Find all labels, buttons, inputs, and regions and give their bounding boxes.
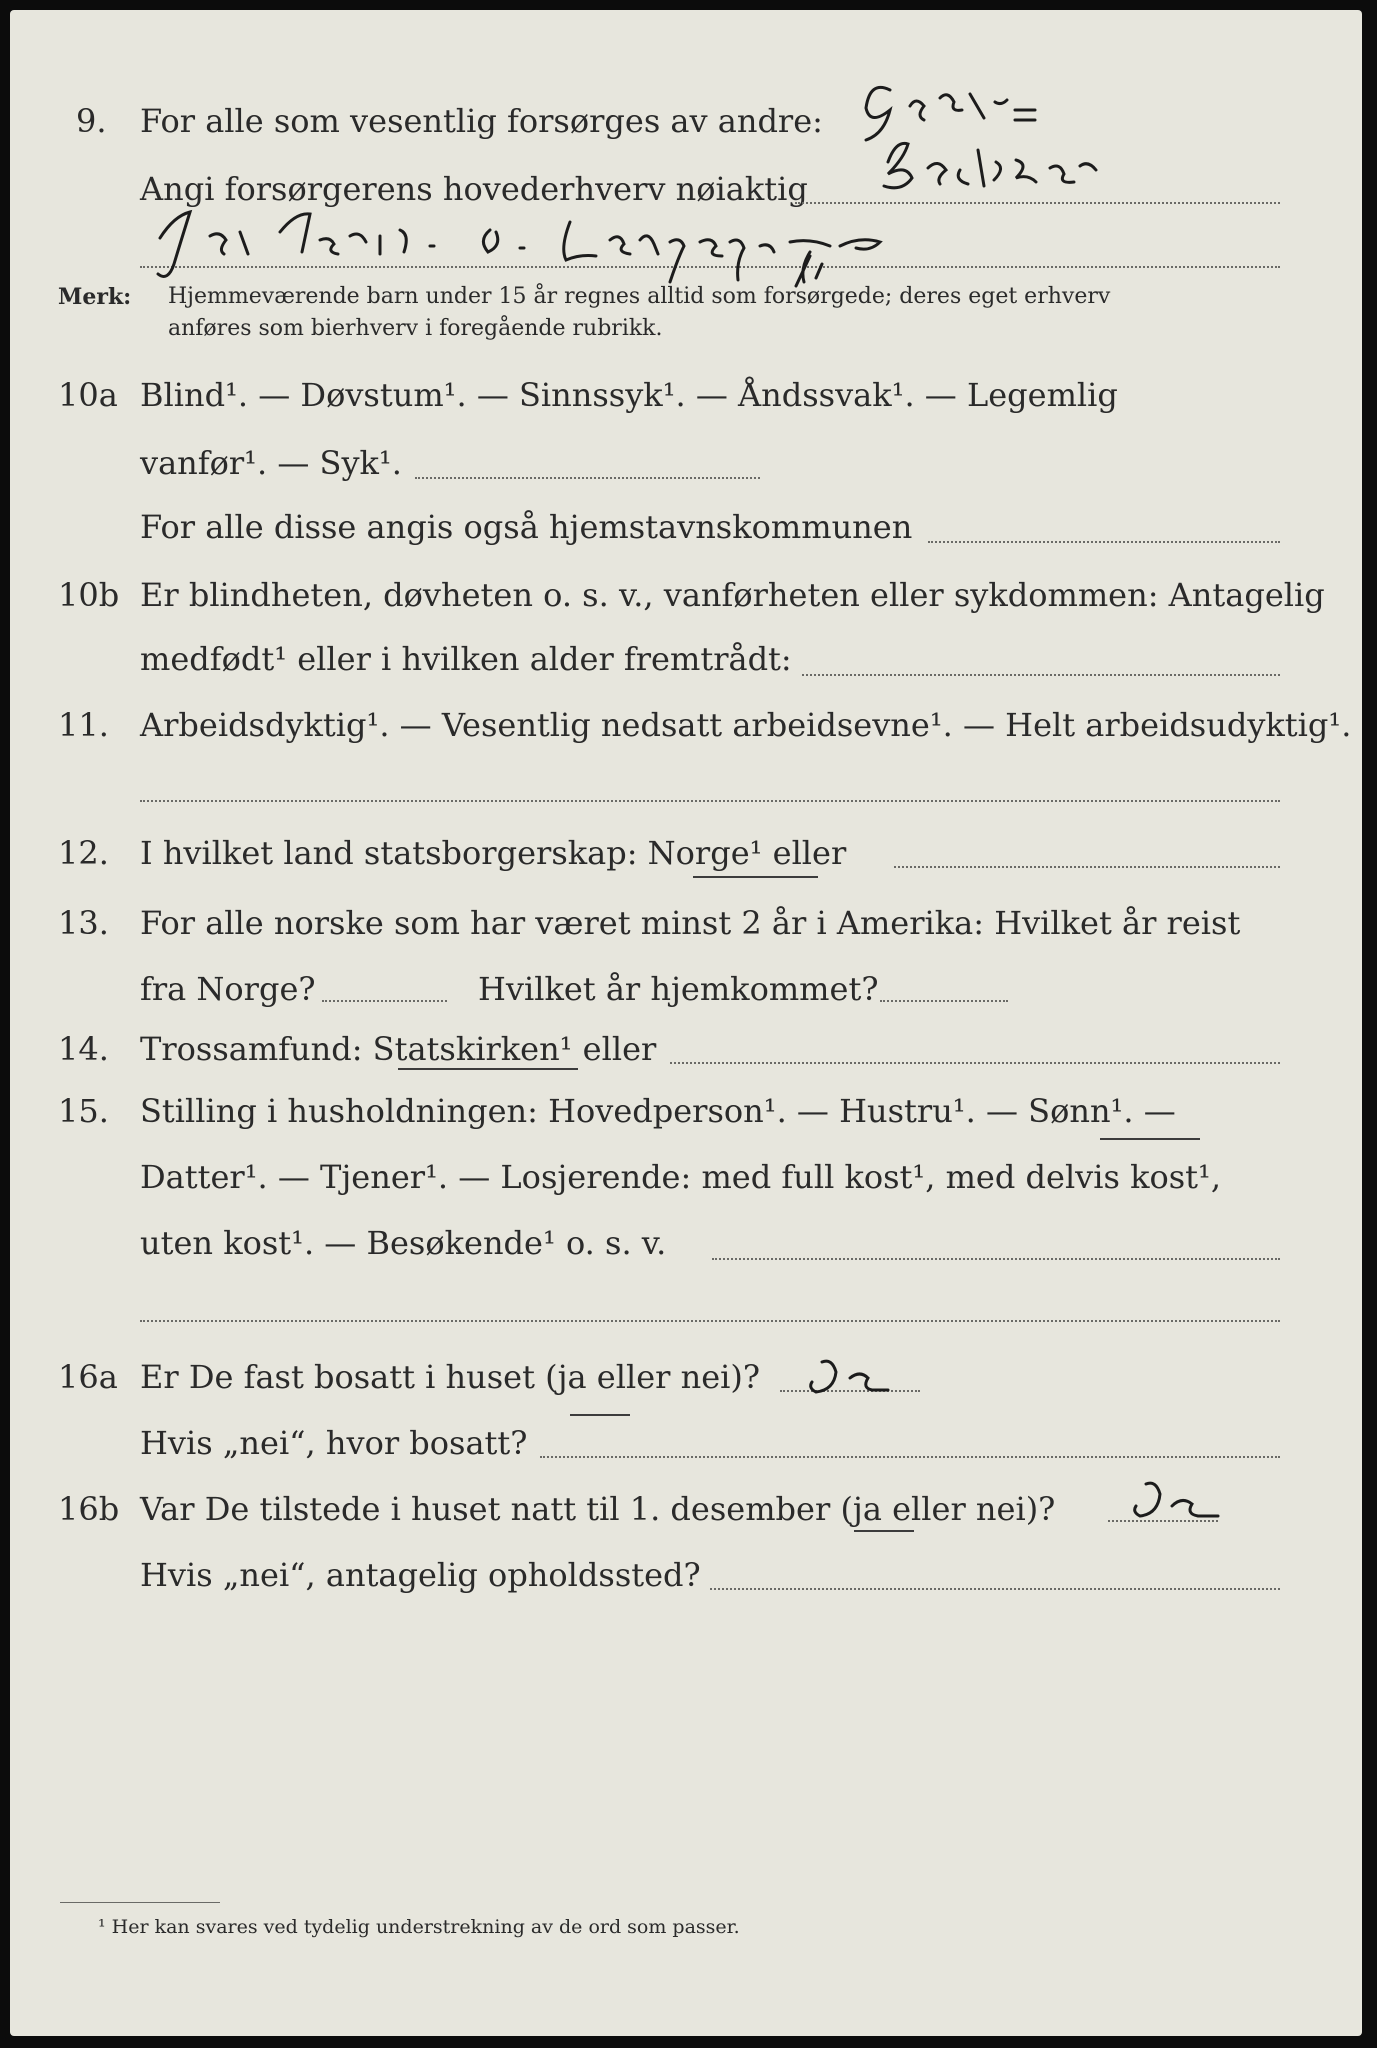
question-10a-line-2: vanfør¹. — Syk¹.	[140, 444, 402, 482]
question-15-line-3: uten kost¹. — Besøkende¹ o. s. v.	[140, 1224, 667, 1262]
answer-line	[1108, 1520, 1218, 1522]
dash-mark	[570, 1414, 630, 1416]
question-12-line-1: I hvilket land statsborgerskap: Norge¹ eller	[140, 834, 847, 872]
question-16b-line-2: Hvis „nei“, antagelig opholdssted?	[140, 1556, 701, 1594]
answer-line	[802, 674, 1280, 676]
answer-line	[140, 800, 1280, 802]
handwriting-strokes	[10, 10, 1362, 2036]
question-number: 12.	[58, 834, 109, 872]
underline-statskirken	[398, 1068, 578, 1070]
question-number: 14.	[58, 1030, 109, 1068]
underline-sonn	[1100, 1138, 1200, 1140]
question-13-line-2: fra Norge?	[140, 970, 316, 1008]
census-form-page	[10, 10, 1362, 2036]
question-15-line-1: Stilling i husholdningen: Hovedperson¹. — Hustru¹. — Sønn¹. —	[140, 1092, 1176, 1130]
answer-line	[780, 1390, 920, 1392]
question-number: 11.	[58, 706, 109, 744]
question-number: 16b	[58, 1490, 120, 1528]
question-16b-line-1: Var De tilstede i huset natt til 1. desember (ja eller nei)?	[140, 1490, 1056, 1528]
question-number: 10a	[58, 376, 118, 414]
underline-ja	[854, 1530, 914, 1532]
answer-line	[894, 866, 1280, 868]
question-number: 9.	[76, 102, 107, 140]
question-13-line-3: Hvilket år hjemkommet?	[478, 970, 879, 1008]
question-9-line-2: Angi forsørgerens hovederhverv nøiaktig	[140, 170, 808, 208]
answer-line	[795, 202, 1280, 204]
merk-note-line-2: anføres som bierhverv i foregående rubrikk.	[168, 316, 663, 341]
footnote-rule	[60, 1902, 220, 1903]
question-14-line-1: Trossamfund: Statskirken¹ eller	[140, 1030, 657, 1068]
merk-note-line-1: Hjemmeværende barn under 15 år regnes alltid som forsørgede; deres eget erhverv	[168, 284, 1111, 309]
answer-line	[710, 1588, 1280, 1590]
question-10b-line-1: Er blindheten, døvheten o. s. v., vanførheten eller sykdommen: Antagelig	[140, 576, 1325, 614]
question-number: 16a	[58, 1358, 118, 1396]
answer-line	[322, 1000, 447, 1002]
underline-norge	[693, 876, 818, 878]
question-13-line-1: For alle norske som har været minst 2 år i Amerika: Hvilket år reist	[140, 904, 1241, 942]
answer-line	[880, 1000, 1008, 1002]
question-11-line-1: Arbeidsdyktig¹. — Vesentlig nedsatt arbeidsevne¹. — Helt arbeidsudyktig¹.	[140, 706, 1352, 744]
question-10a-line-1: Blind¹. — Døvstum¹. — Sinnssyk¹. — Åndssvak¹. — Legemlig	[140, 376, 1118, 414]
answer-line	[670, 1062, 1280, 1064]
question-10b-line-2: medfødt¹ eller i hvilken alder fremtrådt:	[140, 640, 792, 678]
answer-line	[540, 1456, 1280, 1458]
question-10a-line-3: For alle disse angis også hjemstavnskommunen	[140, 508, 913, 546]
answer-line	[140, 1320, 1280, 1322]
question-number: 15.	[58, 1092, 109, 1130]
question-16a-line-2: Hvis „nei“, hvor bosatt?	[140, 1424, 528, 1462]
question-15-line-2: Datter¹. — Tjener¹. — Losjerende: med full kost¹, med delvis kost¹,	[140, 1158, 1222, 1196]
question-9-line-1: For alle som vesentlig forsørges av andre:	[140, 102, 823, 140]
answer-line	[140, 266, 1280, 268]
merk-label: Merk:	[58, 284, 132, 310]
answer-line	[712, 1258, 1280, 1260]
question-16a-line-1: Er De fast bosatt i huset (ja eller nei)?	[140, 1358, 761, 1396]
question-number: 10b	[58, 576, 120, 614]
answer-line	[928, 541, 1280, 543]
footnote: ¹ Her kan svares ved tydelig understrekning av de ord som passer.	[98, 1916, 740, 1938]
answer-line	[415, 477, 760, 479]
question-number: 13.	[58, 904, 109, 942]
